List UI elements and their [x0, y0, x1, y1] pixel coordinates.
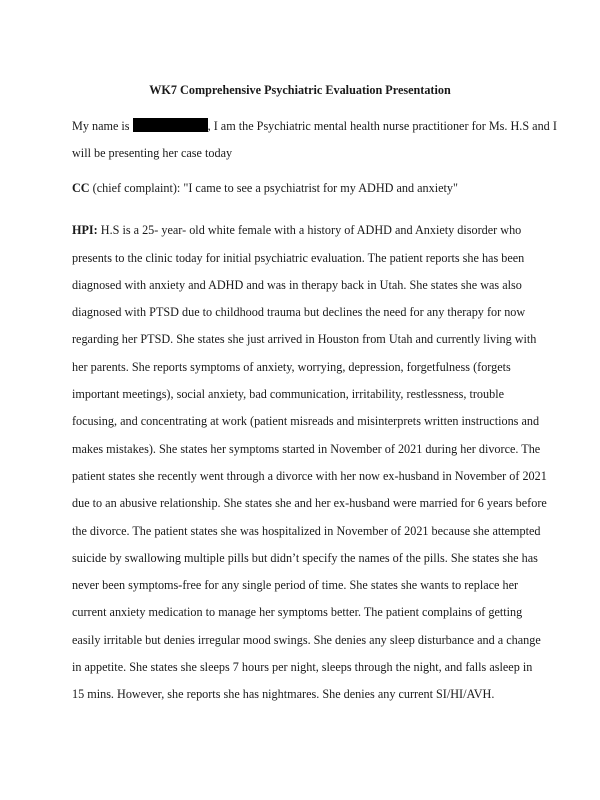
chief-complaint [72, 180, 458, 196]
hpi-line: focusing, and concentrating at work (patient misreads and misinterprets written instructions and [72, 414, 540, 429]
hpi-line: presents to the clinic today for initial psychiatric evaluation. The patient reports she has been [72, 250, 525, 265]
hpi-line: easily irritable but denies irregular mood swings. She denies any sleep disturbance and a change [72, 632, 541, 647]
intro-prefix: My name is [72, 119, 133, 133]
hpi-line: regarding her PTSD. She states she just arrived in Houston from Utah and currently living with [72, 332, 537, 347]
hpi-line: diagnosed with PTSD due to childhood trauma but declines the need for any therapy for now [72, 305, 526, 320]
intro-line-2: will be presenting her case today [72, 146, 233, 160]
hpi-label: HPI: [72, 223, 98, 237]
hpi-first-line: H.S is a 25- year- old white female with a history of ADHD and Anxiety disorder who [97, 223, 522, 237]
document-title: WK7 Comprehensive Psychiatric Evaluation Presentation [149, 83, 451, 97]
hpi-line: patient states she recently went through a divorce with her now ex-husband in November of 2021 [72, 468, 547, 483]
hpi-line: in appetite. She states she sleeps 7 hours per night, sleeps through the night, and falls asleep in [72, 660, 533, 674]
hpi-line: makes mistakes). She states her symptoms started in November of 2021 during her divorce. The [72, 441, 541, 456]
cc-text: (chief complaint): "I came to see a psychiatrist for my ADHD and anxiety" [89, 181, 458, 195]
hpi-line-0 [72, 222, 521, 238]
intro-suffix: , I am the Psychiatric mental health nurse practitioner for Ms. H.S and I [207, 119, 557, 133]
hpi-line: suicide by swallowing multiple pills but didn’t specify the names of the pills. She states she has [72, 550, 538, 565]
hpi-line: the divorce. The patient states she was hospitalized in November of 2021 because she attempted [72, 523, 541, 538]
intro-line-1 [72, 118, 557, 134]
hpi-line: her parents. She reports symptoms of anxiety, worrying, depression, forgetfulness (forgets [72, 359, 511, 374]
cc-label: CC [72, 181, 90, 195]
hpi-line: diagnosed with anxiety and ADHD and was in therapy back in Utah. She states she was also [72, 277, 522, 292]
hpi-line: due to an abusive relationship. She states she and her ex-husband were married for 6 years before [72, 496, 547, 511]
redacted-name-block [133, 118, 208, 132]
hpi-line: important meetings), social anxiety, bad communication, irritability, restlessness, trouble [72, 387, 504, 401]
hpi-line: never been symptoms-free for any single period of time. She states she wants to replace her [72, 578, 519, 593]
hpi-line: current anxiety medication to manage her symptoms better. The patient complains of getting [72, 605, 523, 620]
hpi-line: 15 mins. However, she reports she has nightmares. She denies any current SI/HI/AVH. [72, 687, 495, 702]
